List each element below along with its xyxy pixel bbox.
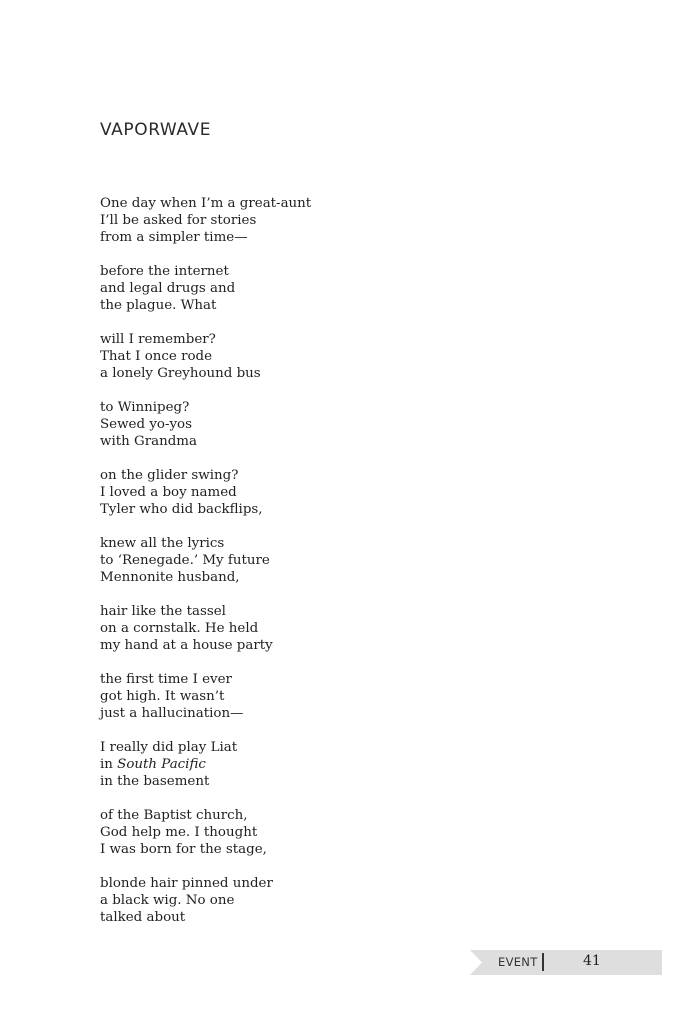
- poem-line: in the basement: [100, 774, 210, 789]
- stanza: [100, 331, 520, 382]
- poem-line: I was born for the stage,: [100, 842, 267, 857]
- poem-line: and legal drugs and: [100, 281, 236, 296]
- poem-line: got high. It wasn’t: [100, 689, 225, 704]
- poem-line: One day when I’m a great-aunt: [100, 196, 312, 211]
- musical-title: South Pacific: [117, 757, 206, 772]
- poem-line: I loved a boy named: [100, 485, 237, 500]
- poem-line: God help me. I thought: [100, 825, 258, 840]
- poem-line: just a hallucination—: [100, 706, 244, 721]
- poem-line: blonde hair pinned under: [100, 876, 273, 891]
- poem-line: [100, 756, 520, 773]
- stanza: [100, 807, 520, 858]
- poem-line: to ‘Renegade.’ My future: [100, 553, 270, 568]
- poem-line: from a simpler time—: [100, 230, 248, 245]
- poem-line: my hand at a house party: [100, 638, 273, 653]
- poem-line: That I once rode: [100, 349, 213, 364]
- poem-line: a black wig. No one: [100, 893, 235, 908]
- poem-line: the plague. What: [100, 298, 217, 313]
- stanza: [100, 739, 520, 790]
- poem-line: the first time I ever: [100, 672, 232, 687]
- poem-line: knew all the lyrics: [100, 536, 225, 551]
- poem-body: [100, 195, 520, 943]
- stanza: [100, 535, 520, 586]
- page-number: 41: [583, 953, 601, 969]
- stanza: [100, 603, 520, 654]
- poem-line: before the internet: [100, 264, 229, 279]
- stanza: [100, 671, 520, 722]
- poem-line: I really did play Liat: [100, 740, 238, 755]
- poem-line: to Winnipeg?: [100, 400, 190, 415]
- poem-line: talked about: [100, 910, 186, 925]
- stanza: [100, 875, 520, 926]
- poem-line: I’ll be asked for stories: [100, 213, 257, 228]
- poem-line: Mennonite husband,: [100, 570, 240, 585]
- poem-line: with Grandma: [100, 434, 197, 449]
- line-prefix: in: [100, 757, 118, 772]
- poem-line: hair like the tassel: [100, 604, 226, 619]
- poem-line: on the glider swing?: [100, 468, 239, 483]
- poem-line: a lonely Greyhound bus: [100, 366, 261, 381]
- footer-divider: [542, 953, 544, 971]
- poem-line: of the Baptist church,: [100, 808, 248, 823]
- stanza: [100, 467, 520, 518]
- poem-title: VAPORWAVE: [100, 120, 212, 140]
- stanza: [100, 399, 520, 450]
- publication-name: EVENT: [498, 955, 538, 969]
- poem-line: Sewed yo-yos: [100, 417, 192, 432]
- poem-line: on a cornstalk. He held: [100, 621, 259, 636]
- stanza: [100, 263, 520, 314]
- stanza: [100, 195, 520, 246]
- poem-line: will I remember?: [100, 332, 216, 347]
- poem-line: Tyler who did backflips,: [100, 502, 263, 517]
